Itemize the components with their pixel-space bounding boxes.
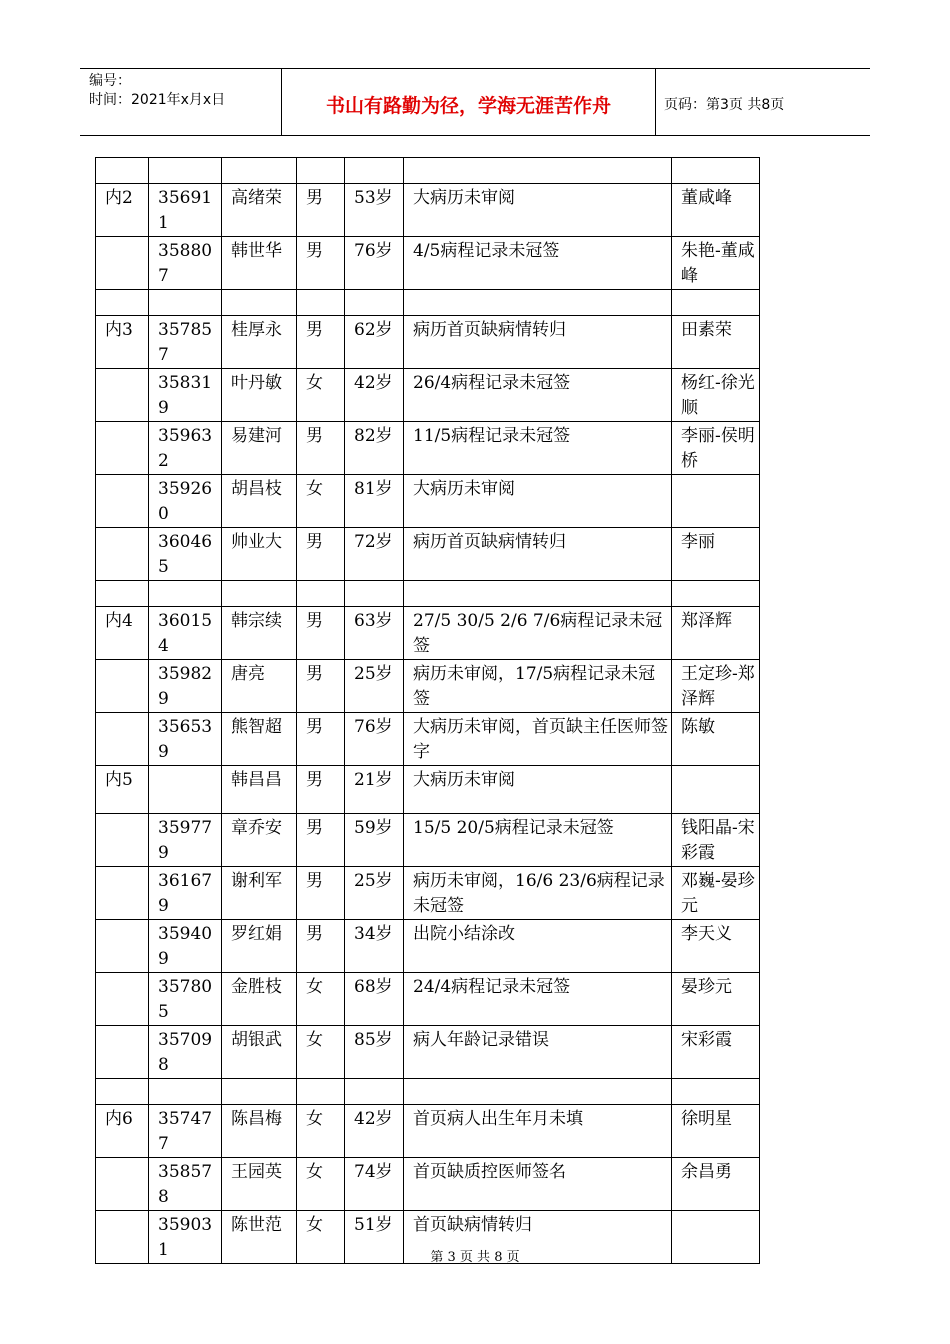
age-cell: 81岁 [345, 475, 404, 528]
dept-cell [96, 814, 149, 867]
gender-cell: 男 [297, 237, 345, 290]
doctor-cell: 余昌勇 [672, 1158, 760, 1211]
age-cell: 25岁 [345, 660, 404, 713]
gender-cell: 男 [297, 422, 345, 475]
id-cell [149, 290, 222, 316]
issue-cell: 大病历未审阅 [404, 475, 672, 528]
doctor-cell [672, 581, 760, 607]
gender-cell: 女 [297, 1158, 345, 1211]
issue-cell: 病历未审阅，17/5病程记录未冠签 [404, 660, 672, 713]
issue-cell: 27/5 30/5 2/6 7/6病程记录未冠签 [404, 607, 672, 660]
gender-cell: 男 [297, 814, 345, 867]
page-footer: 第 3 页 共 8 页 [430, 1250, 520, 1265]
header-meta [80, 69, 282, 135]
issue-cell: 11/5病程记录未冠签 [404, 422, 672, 475]
name-cell [222, 581, 297, 607]
gender-cell [297, 581, 345, 607]
dept-cell: 内3 [96, 316, 149, 369]
age-cell [345, 158, 404, 184]
page-header [80, 68, 870, 136]
gender-cell: 女 [297, 369, 345, 422]
dept-cell [96, 1158, 149, 1211]
gender-cell: 女 [297, 973, 345, 1026]
doctor-cell: 晏珍元 [672, 973, 760, 1026]
doctor-cell: 钱阳晶-宋彩霞 [672, 814, 760, 867]
table-row [96, 316, 760, 369]
gender-cell: 男 [297, 867, 345, 920]
id-cell: 357098 [149, 1026, 222, 1079]
dept-cell [96, 660, 149, 713]
doctor-cell: 李天义 [672, 920, 760, 973]
gender-cell: 女 [297, 1211, 345, 1264]
age-cell [345, 1079, 404, 1105]
doctor-cell: 田素荣 [672, 316, 760, 369]
name-cell [222, 290, 297, 316]
name-cell: 熊智超 [222, 713, 297, 766]
age-cell: 25岁 [345, 867, 404, 920]
table-row [96, 184, 760, 237]
table-row [96, 475, 760, 528]
id-cell: 359031 [149, 1211, 222, 1264]
age-cell: 85岁 [345, 1026, 404, 1079]
dept-cell [96, 1026, 149, 1079]
age-cell: 76岁 [345, 713, 404, 766]
table-row [96, 607, 760, 660]
issue-cell: 首页缺病情转归 [404, 1211, 672, 1264]
gender-cell [297, 290, 345, 316]
table-row [96, 237, 760, 290]
age-cell: 59岁 [345, 814, 404, 867]
dept-cell [96, 475, 149, 528]
name-cell: 胡银武 [222, 1026, 297, 1079]
issue-cell: 大病历未审阅 [404, 184, 672, 237]
age-cell: 62岁 [345, 316, 404, 369]
table-row [96, 1158, 760, 1211]
doctor-cell: 徐明星 [672, 1105, 760, 1158]
gender-cell: 女 [297, 475, 345, 528]
record-table [95, 157, 760, 1264]
id-cell: 359632 [149, 422, 222, 475]
time-label: 时间：2021年x月x日 [89, 92, 226, 108]
id-cell: 361679 [149, 867, 222, 920]
id-cell: 357857 [149, 316, 222, 369]
issue-cell: 4/5病程记录未冠签 [404, 237, 672, 290]
table-row [96, 369, 760, 422]
name-cell: 韩宗续 [222, 607, 297, 660]
table-row [96, 158, 760, 184]
dept-cell [96, 713, 149, 766]
dept-cell [96, 528, 149, 581]
table-row [96, 920, 760, 973]
age-cell: 42岁 [345, 369, 404, 422]
table-row [96, 814, 760, 867]
name-cell: 王园英 [222, 1158, 297, 1211]
name-cell: 桂厚永 [222, 316, 297, 369]
dept-cell: 内6 [96, 1105, 149, 1158]
age-cell: 72岁 [345, 528, 404, 581]
issue-cell: 病历未审阅，16/6 23/6病程记录未冠签 [404, 867, 672, 920]
name-cell: 陈昌梅 [222, 1105, 297, 1158]
id-cell: 356539 [149, 713, 222, 766]
age-cell: 63岁 [345, 607, 404, 660]
name-cell: 韩昌昌 [222, 766, 297, 814]
table-row [96, 1105, 760, 1158]
issue-cell [404, 1079, 672, 1105]
issue-cell: 15/5 20/5病程记录未冠签 [404, 814, 672, 867]
name-cell: 章乔安 [222, 814, 297, 867]
dept-cell [96, 581, 149, 607]
name-cell: 韩世华 [222, 237, 297, 290]
table-row [96, 973, 760, 1026]
number-label: 编号： [89, 73, 131, 89]
table-row [96, 422, 760, 475]
gender-cell: 男 [297, 920, 345, 973]
gender-cell: 男 [297, 607, 345, 660]
issue-cell: 大病历未审阅 [404, 766, 672, 814]
doctor-cell: 邓巍-晏珍元 [672, 867, 760, 920]
doctor-cell: 董咸峰 [672, 184, 760, 237]
id-cell: 358807 [149, 237, 222, 290]
dept-cell [96, 920, 149, 973]
table-row [96, 581, 760, 607]
name-cell: 高绪荣 [222, 184, 297, 237]
gender-cell: 男 [297, 766, 345, 814]
doctor-cell: 朱艳-董咸峰 [672, 237, 760, 290]
id-cell: 359409 [149, 920, 222, 973]
id-cell: 359260 [149, 475, 222, 528]
dept-cell [96, 1079, 149, 1105]
doctor-cell [672, 766, 760, 814]
table-row [96, 1026, 760, 1079]
dept-cell [96, 973, 149, 1026]
id-cell: 358578 [149, 1158, 222, 1211]
dept-cell: 内2 [96, 184, 149, 237]
id-cell [149, 1079, 222, 1105]
id-cell [149, 581, 222, 607]
table-row [96, 290, 760, 316]
gender-cell: 男 [297, 660, 345, 713]
doctor-cell [672, 158, 760, 184]
name-cell: 叶丹敏 [222, 369, 297, 422]
table-row [96, 1079, 760, 1105]
issue-cell: 病人年龄记录错误 [404, 1026, 672, 1079]
id-cell: 359779 [149, 814, 222, 867]
issue-cell [404, 581, 672, 607]
name-cell: 易建河 [222, 422, 297, 475]
dept-cell [96, 369, 149, 422]
age-cell [345, 290, 404, 316]
id-cell: 357477 [149, 1105, 222, 1158]
id-cell: 356911 [149, 184, 222, 237]
table-row [96, 660, 760, 713]
dept-cell [96, 290, 149, 316]
dept-cell: 内5 [96, 766, 149, 814]
age-cell: 53岁 [345, 184, 404, 237]
page-number-label: 页码：第3页 共8页 [664, 97, 785, 113]
doctor-cell: 李丽 [672, 528, 760, 581]
id-cell [149, 766, 222, 814]
issue-cell: 24/4病程记录未冠签 [404, 973, 672, 1026]
age-cell: 68岁 [345, 973, 404, 1026]
age-cell: 51岁 [345, 1211, 404, 1264]
doctor-cell: 宋彩霞 [672, 1026, 760, 1079]
id-cell: 359829 [149, 660, 222, 713]
issue-cell: 首页缺质控医师签名 [404, 1158, 672, 1211]
gender-cell [297, 1079, 345, 1105]
doctor-cell: 李丽-侯明桥 [672, 422, 760, 475]
gender-cell [297, 158, 345, 184]
id-cell: 357805 [149, 973, 222, 1026]
issue-cell: 病历首页缺病情转归 [404, 316, 672, 369]
name-cell: 罗红娟 [222, 920, 297, 973]
name-cell [222, 1079, 297, 1105]
name-cell: 胡昌枝 [222, 475, 297, 528]
name-cell: 帅业大 [222, 528, 297, 581]
doctor-cell: 郑泽辉 [672, 607, 760, 660]
dept-cell [96, 237, 149, 290]
name-cell: 陈世范 [222, 1211, 297, 1264]
header-motto: 书山有路勤为径，学海无涯苦作舟 [282, 69, 656, 135]
doctor-cell: 杨红-徐光顺 [672, 369, 760, 422]
table-row [96, 528, 760, 581]
issue-cell: 病历首页缺病情转归 [404, 528, 672, 581]
id-cell [149, 158, 222, 184]
table-row [96, 867, 760, 920]
name-cell: 金胜枝 [222, 973, 297, 1026]
issue-cell: 出院小结涂改 [404, 920, 672, 973]
age-cell: 74岁 [345, 1158, 404, 1211]
name-cell: 唐亮 [222, 660, 297, 713]
dept-cell [96, 422, 149, 475]
id-cell: 358319 [149, 369, 222, 422]
doctor-cell: 陈敏 [672, 713, 760, 766]
gender-cell: 男 [297, 713, 345, 766]
name-cell [222, 158, 297, 184]
age-cell: 34岁 [345, 920, 404, 973]
gender-cell: 男 [297, 528, 345, 581]
doctor-cell: 王定珍-郑泽辉 [672, 660, 760, 713]
issue-cell: 大病历未审阅，首页缺主任医师签字 [404, 713, 672, 766]
issue-cell: 首页病人出生年月未填 [404, 1105, 672, 1158]
age-cell: 21岁 [345, 766, 404, 814]
dept-cell [96, 158, 149, 184]
doctor-cell [672, 475, 760, 528]
id-cell: 360154 [149, 607, 222, 660]
dept-cell [96, 867, 149, 920]
doctor-cell [672, 290, 760, 316]
name-cell: 谢利军 [222, 867, 297, 920]
age-cell [345, 581, 404, 607]
age-cell: 76岁 [345, 237, 404, 290]
issue-cell [404, 158, 672, 184]
age-cell: 42岁 [345, 1105, 404, 1158]
age-cell: 82岁 [345, 422, 404, 475]
gender-cell: 男 [297, 316, 345, 369]
issue-cell: 26/4病程记录未冠签 [404, 369, 672, 422]
id-cell: 360465 [149, 528, 222, 581]
gender-cell: 女 [297, 1105, 345, 1158]
table-row [96, 713, 760, 766]
gender-cell: 女 [297, 1026, 345, 1079]
gender-cell: 男 [297, 184, 345, 237]
issue-cell [404, 290, 672, 316]
dept-cell: 内4 [96, 607, 149, 660]
table-row [96, 766, 760, 814]
doctor-cell [672, 1079, 760, 1105]
